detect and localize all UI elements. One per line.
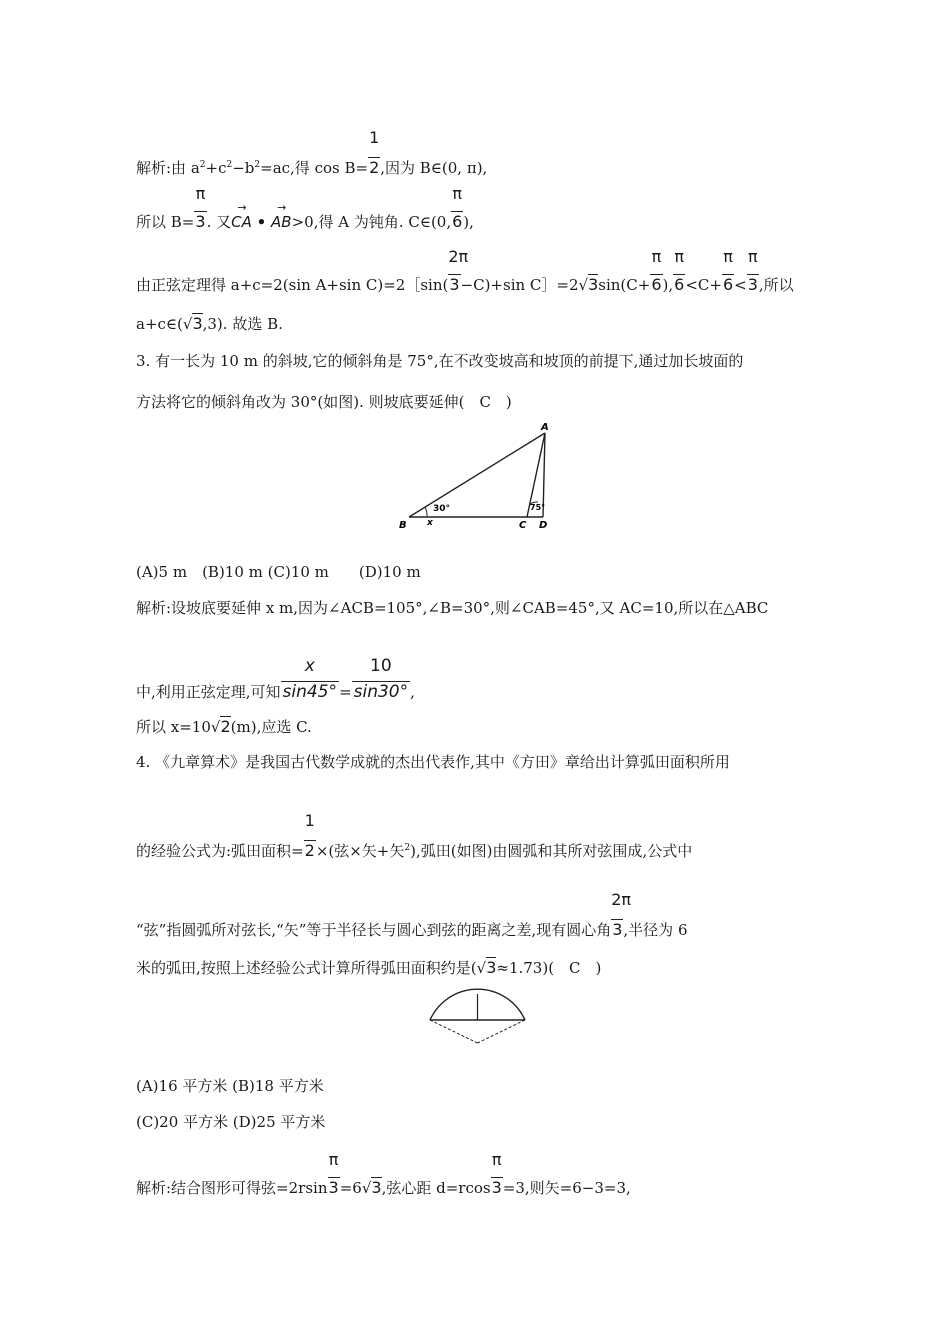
fraction-2pi-3: $\frac{2\pi}{3}$ — [611, 890, 632, 939]
text: 所以 B= — [136, 213, 195, 231]
question-3-line-1: 3. 有一长为 10 m 的斜坡,它的倾斜角是 75°,在不改变坡高和坡顶的前提下,通过加长坡面的 — [136, 352, 744, 370]
label-75deg: 75° — [530, 503, 546, 512]
sqrt-3: √3 — [578, 275, 599, 294]
fraction-10-sin30: $\frac{10}{\sin 30^\circ}$ — [353, 656, 409, 702]
exponent: 2 — [254, 160, 261, 170]
fraction-pi-6: $\frac{\pi}{6}$ — [674, 247, 685, 294]
sqrt-3: √3 — [182, 314, 203, 333]
solution-line-4 — [136, 314, 283, 334]
question-3-solution-line-3 — [136, 717, 312, 737]
text: −b — [232, 159, 255, 177]
text: sin(C+ — [598, 276, 651, 294]
solution-line-2 — [136, 184, 474, 232]
question-4-options-1: (A)16 平方米 (B)18 平方米 — [136, 1077, 324, 1095]
sqrt-3: √3 — [476, 958, 497, 977]
fraction-pi-6: $\frac{\pi}{6}$ — [722, 247, 734, 294]
question-4-options-2: (C)20 平方米 (D)25 平方米 — [136, 1113, 326, 1131]
text: 的经验公式为:弧田面积= — [136, 842, 304, 860]
radius-right — [478, 1020, 526, 1043]
text: +c — [205, 159, 227, 177]
label-x: x — [427, 518, 433, 528]
fraction-half: $\frac{1}{2}$ — [304, 811, 315, 860]
text: 中,利用正弦定理,可知 — [136, 683, 281, 701]
text: ),弧田(如图)由圆弧和其所对弦围成,公式中 — [410, 842, 693, 860]
text: a+c∈( — [136, 315, 183, 333]
text: ,因为 B∈(0, π), — [380, 159, 488, 177]
text: (m),应选 C. — [230, 718, 312, 736]
exponent: 2 — [404, 843, 411, 853]
label-a: A — [541, 422, 549, 433]
text: . 又 — [206, 213, 232, 231]
text: −C)+sin C］=2 — [460, 276, 579, 294]
radius-left — [430, 1020, 478, 1043]
text: 米的弧田,按照上述经验公式计算所得弧田面积约是( — [136, 959, 477, 977]
question-4-line-2 — [136, 811, 693, 861]
question-4-line-1: 4. 《九章算术》是我国古代数学成就的杰出代表作,其中《方田》章给出计算弧田面积所用 — [136, 753, 730, 771]
vector-ab: → AB — [271, 201, 292, 231]
fraction-pi-3: $\frac{\pi}{3}$ — [328, 1150, 339, 1197]
arc-field-figure — [420, 985, 535, 1050]
fraction-pi-3: $\frac{\pi}{3}$ — [195, 184, 206, 231]
text: ), — [463, 213, 474, 231]
fraction-pi-3: $\frac{\pi}{3}$ — [747, 247, 758, 294]
exponent: 2 — [226, 160, 233, 170]
fraction-half: $\frac{1}{2}$ — [369, 128, 380, 177]
text: 解析:由 a — [136, 159, 200, 177]
vector-ca: → CA — [231, 201, 252, 231]
text: 由正弦定理得 a+c=2(sin A+sin C)=2［sin( — [136, 276, 449, 294]
text: 所以 x=10 — [136, 718, 211, 736]
label-c: C — [519, 520, 527, 531]
text: ), — [662, 276, 674, 294]
question-3-line-2: 方法将它的倾斜角改为 30°(如图). 则坡底要延伸( C ) — [136, 393, 512, 411]
text: 解析:结合图形可得弦=2rsin — [136, 1179, 328, 1197]
text: <C+ — [685, 276, 722, 294]
exponent: 2 — [199, 160, 206, 170]
text: < — [734, 276, 747, 294]
fraction-2pi-3: $\frac{2\pi}{3}$ — [448, 247, 469, 294]
question-3-options: (A)5 m (B)10 m (C)10 m (D)10 m — [136, 563, 421, 581]
sqrt-2: √2 — [210, 717, 231, 736]
sqrt-3: √3 — [361, 1178, 382, 1197]
text: ≈1.73)( C ) — [496, 959, 602, 977]
label-30deg: 30° — [433, 504, 451, 514]
line-ba — [409, 433, 545, 517]
label-b: B — [399, 520, 407, 531]
fraction-pi-6: $\frac{\pi}{6}$ — [452, 184, 463, 231]
fraction-pi-6: $\frac{\pi}{6}$ — [651, 247, 662, 294]
text: ,半径为 6 — [623, 921, 688, 939]
text: ,所以 — [758, 276, 794, 294]
question-4-line-4 — [136, 958, 601, 978]
text: ,弦心距 d=rcos — [381, 1179, 491, 1197]
solution-line-3 — [136, 247, 794, 295]
dot-product: • — [256, 213, 267, 231]
text: =ac,得 cos B= — [260, 159, 369, 177]
fraction-x-sin45: $\frac{x}{\sin 45^\circ}$ — [282, 656, 338, 702]
text: =3,则矢=6−3=3, — [502, 1179, 631, 1197]
question-3-solution-line-1: 解析:设坡底要延伸 x m,因为∠ACB=105°,∠B=30°,则∠CAB=45°,又 AC=10,所以在△ABC — [136, 599, 769, 617]
slope-triangle-figure — [395, 420, 560, 535]
text: >0,得 A 为钝角. C∈(0, — [291, 213, 452, 231]
solution-line-1 — [136, 128, 488, 178]
label-d: D — [539, 520, 548, 531]
text: ×(弦×矢+矢 — [315, 842, 405, 860]
text: “弦”指圆弧所对弦长,“矢”等于半径长与圆心到弦的距离之差,现有圆心角 — [136, 921, 612, 939]
question-4-solution-line-1 — [136, 1150, 631, 1198]
question-3-solution-line-2 — [136, 656, 415, 702]
fraction-pi-3: $\frac{\pi}{3}$ — [491, 1150, 502, 1197]
question-4-line-3 — [136, 890, 688, 940]
text: , — [410, 683, 415, 701]
angle-30-arc — [425, 507, 427, 517]
text: =6 — [339, 1179, 362, 1197]
equals: = — [339, 683, 352, 701]
text: ,3). 故选 B. — [202, 315, 283, 333]
